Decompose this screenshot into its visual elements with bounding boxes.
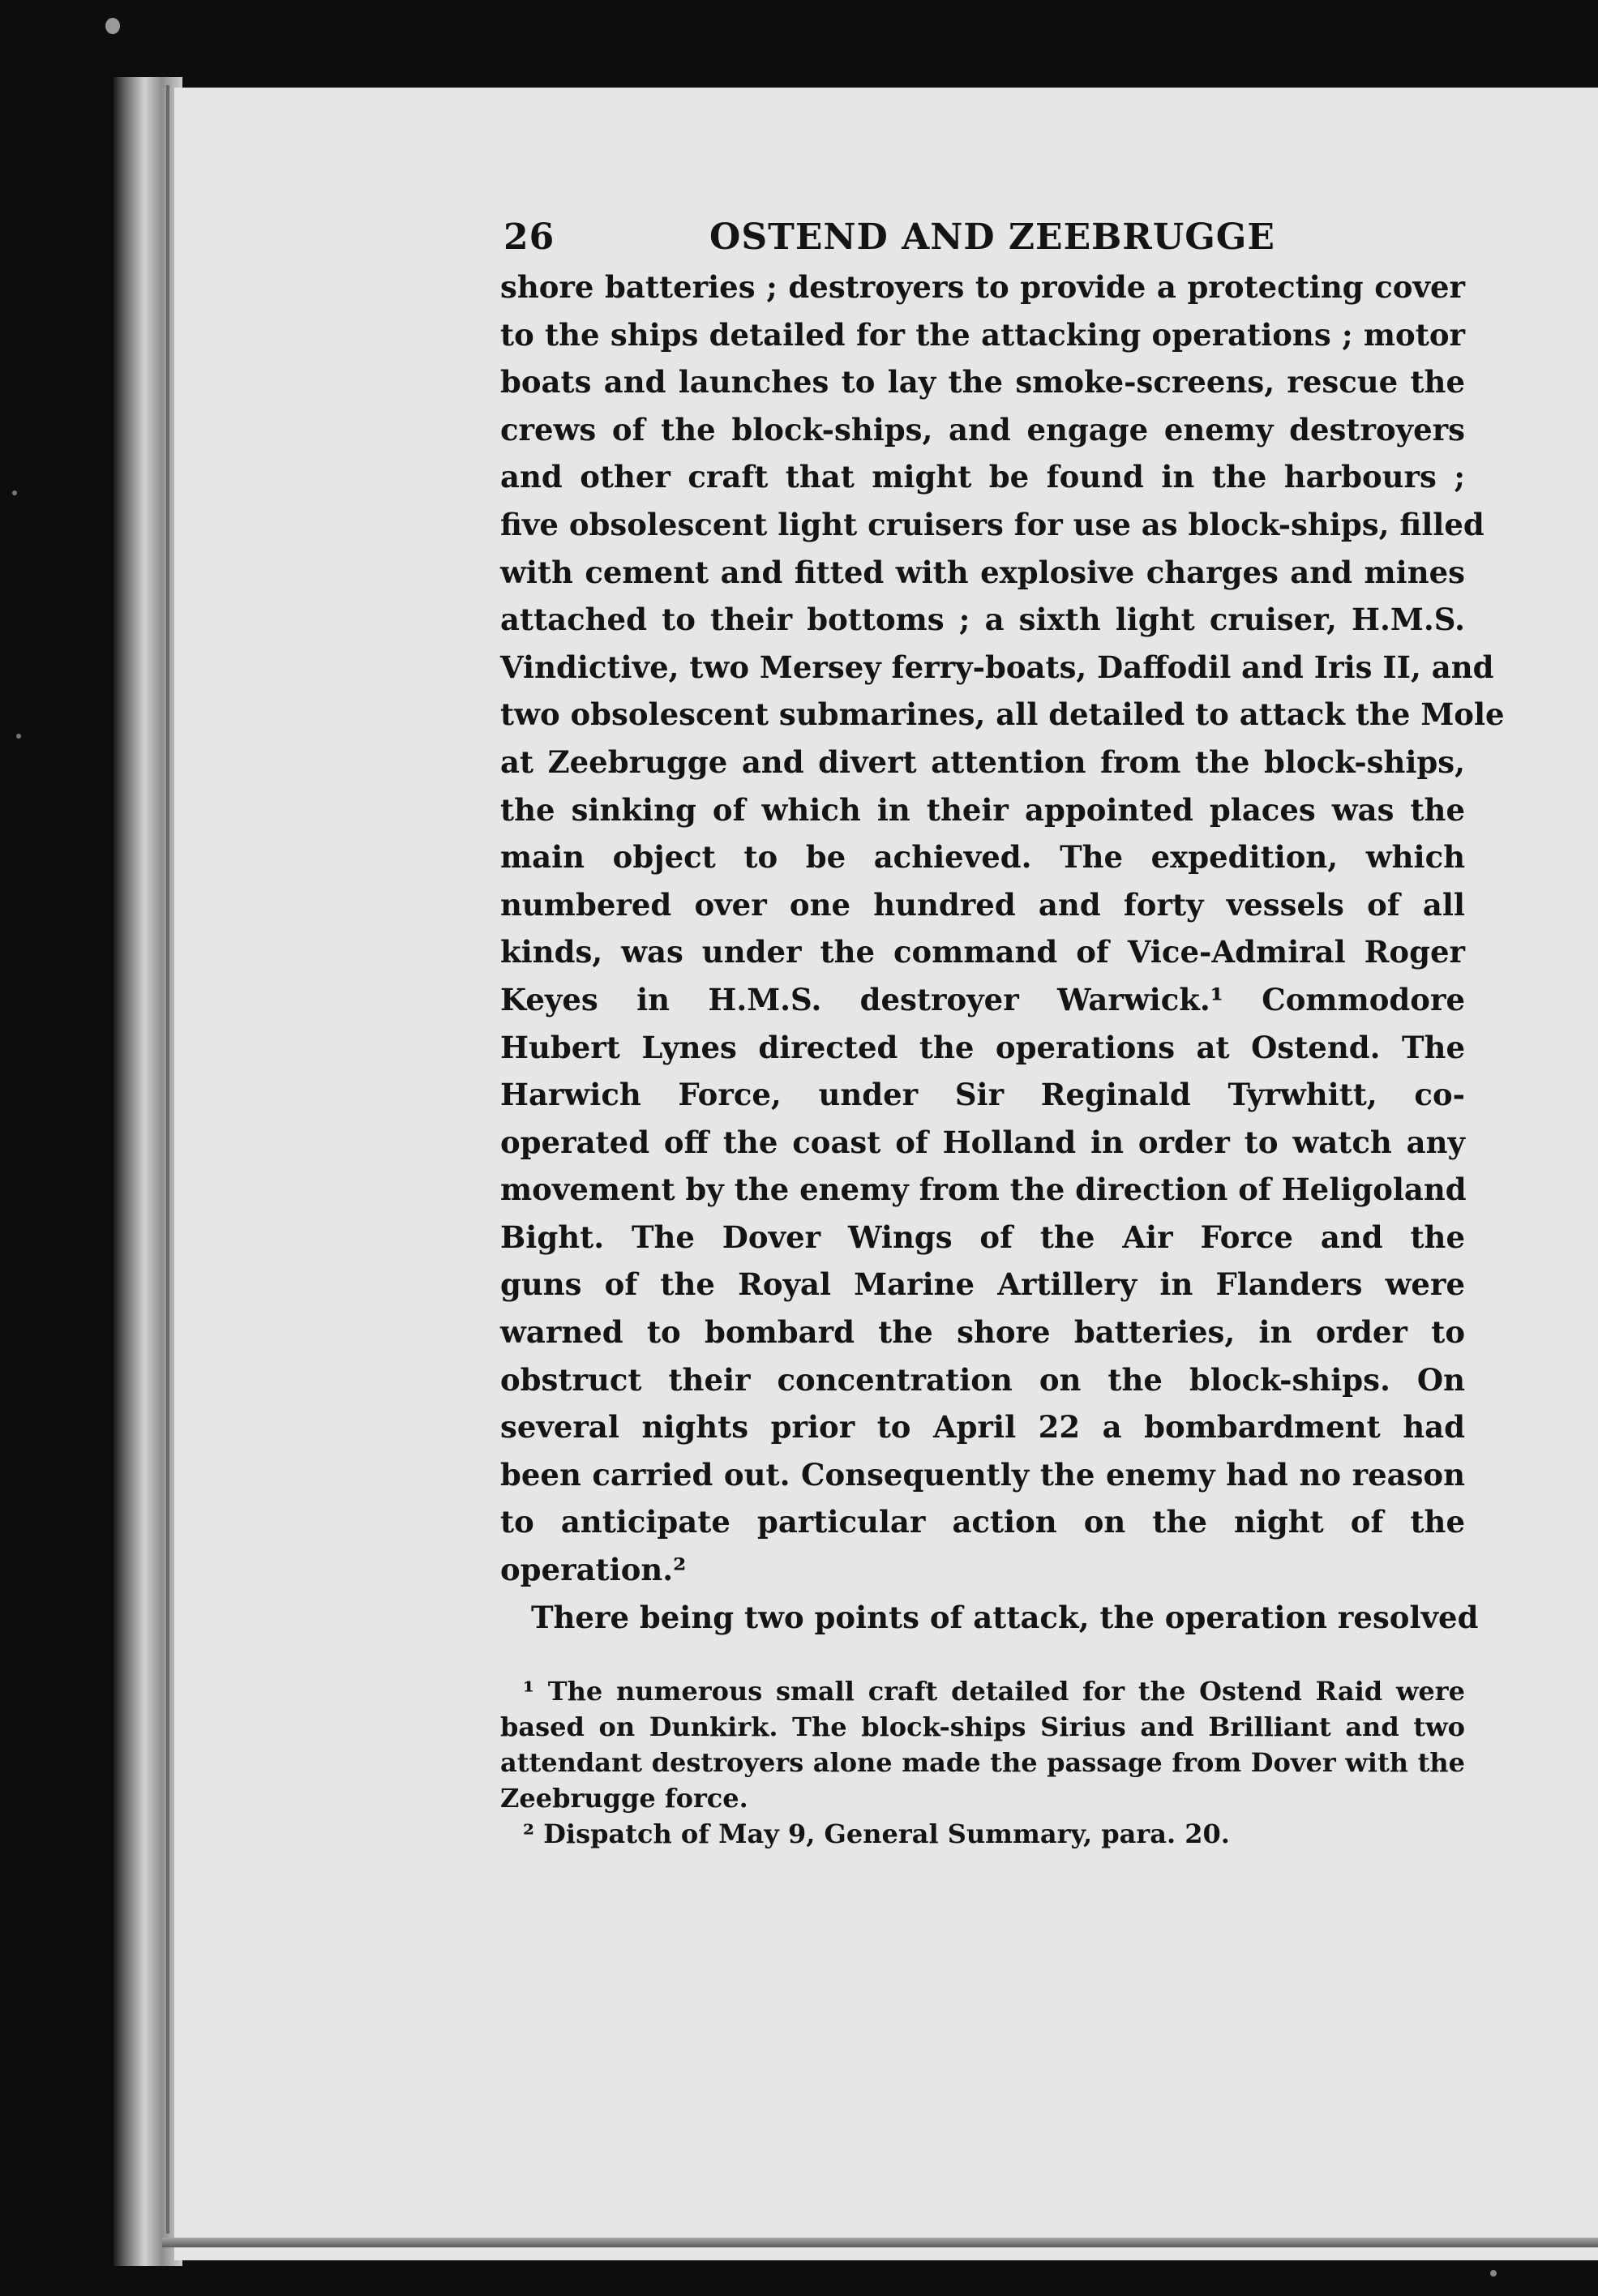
text-line: warned to bombard the shore batteries, in order to [500, 1314, 1465, 1351]
text-line: main object to be achieved. The expedition, which [500, 839, 1465, 876]
text-line: obstruct their concentration on the block-ships. On [500, 1361, 1465, 1398]
page-gutter-line [166, 85, 169, 2234]
scan-speck [16, 734, 21, 739]
footnote-line: based on Dunkirk. The block-ships Sirius and Brilliant and two [500, 1711, 1465, 1743]
text-line: numbered over one hundred and forty vessels of all [500, 886, 1465, 923]
footnotes [500, 1673, 1465, 1852]
text-line: Harwich Force, under Sir Reginald Tyrwhitt, co- [500, 1077, 1465, 1113]
text-line: Hubert Lynes directed the operations at Ostend. The [500, 1029, 1465, 1065]
text-line: several nights prior to April 22 a bombardment had [500, 1409, 1465, 1446]
text-line: to anticipate particular action on the night of the [500, 1504, 1465, 1540]
text-line: movement by the enemy from the direction of Heligoland [500, 1172, 1467, 1208]
text-line: There being two points of attack, the operation resolved [531, 1599, 1479, 1635]
text-line: Bight. The Dover Wings of the Air Force and the [500, 1219, 1465, 1255]
text-line: with cement and fitted with explosive charges and mines [500, 554, 1465, 590]
footnote-line: attendant destroyers alone made the passage from Dover with the [500, 1747, 1465, 1779]
footnote-line: ² Dispatch of May 9, General Summary, para. 20. [523, 1818, 1230, 1850]
page-header [500, 207, 1465, 263]
text-line: at Zeebrugge and divert attention from the block-ships, [500, 743, 1465, 780]
text-line: and other craft that might be found in the harbours ; [500, 459, 1465, 495]
text-line: Vindictive, two Mersey ferry-boats, Daffodil and Iris II, and [500, 649, 1494, 685]
running-title: OSTEND AND ZEEBRUGGE [709, 216, 1275, 258]
text-line: five obsolescent light cruisers for use as block-ships, filled [500, 506, 1484, 542]
text-line: kinds, was under the command of Vice-Admiral Roger [500, 934, 1465, 970]
text-line: two obsolescent submarines, all detailed to attack the Mole [500, 696, 1505, 733]
text-line: operated off the coast of Holland in order to watch any [500, 1124, 1465, 1160]
page-bottom-edge [162, 2238, 1598, 2247]
text-line: guns of the Royal Marine Artillery in Flanders were [500, 1266, 1465, 1303]
text-line: Keyes in H.M.S. destroyer Warwick.¹ Commodore [500, 981, 1465, 1017]
scan-speck [105, 18, 120, 34]
scan-speck [1490, 2270, 1497, 2277]
body-paragraphs [500, 263, 1505, 1641]
footnote-line: ¹ The numerous small craft detailed for the Ostend Raid were [523, 1676, 1465, 1707]
text-line: boats and launches to lay the smoke-screens, rescue the [500, 364, 1465, 401]
text-line: attached to their bottoms ; a sixth light cruiser, H.M.S. [500, 602, 1465, 638]
footnote-line: Zeebrugge force. [500, 1783, 748, 1814]
page-text-block [500, 207, 1505, 1852]
book-spine-edge [114, 77, 182, 2266]
text-line: shore batteries ; destroyers to provide a protecting cover [500, 269, 1465, 305]
text-line: operation.² [500, 1552, 687, 1588]
page-number: 26 [503, 216, 555, 258]
text-line: been carried out. Consequently the enemy had no reason [500, 1456, 1465, 1493]
text-line: the sinking of which in their appointed places was the [500, 791, 1465, 828]
text-line: crews of the block-ships, and engage enemy destroyers [500, 411, 1465, 448]
text-line: to the ships detailed for the attacking operations ; motor [500, 316, 1465, 353]
scan-speck [12, 490, 17, 495]
